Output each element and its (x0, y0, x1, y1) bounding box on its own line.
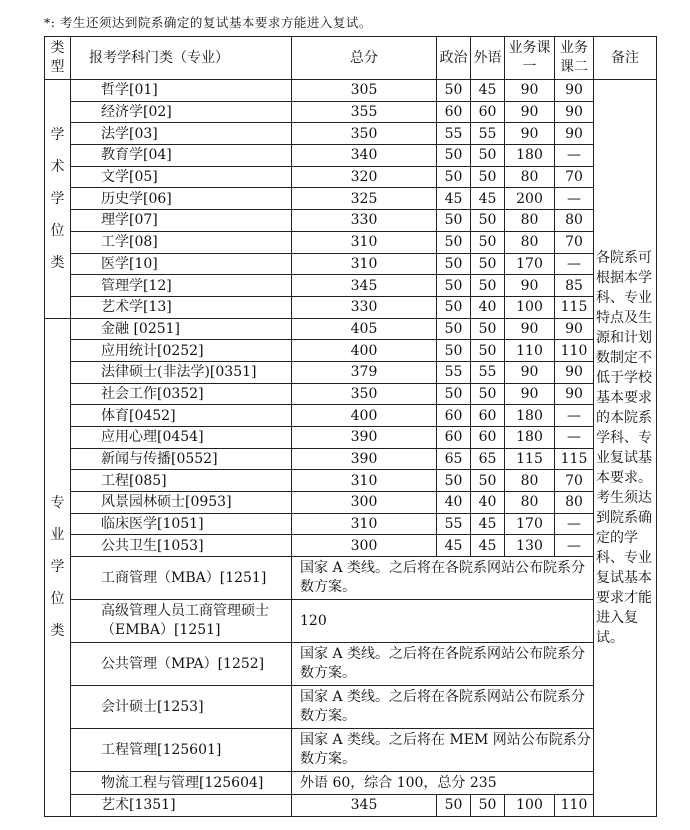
subject-cell: 教育学[04] (71, 145, 292, 167)
course2-cell: — (555, 188, 594, 210)
course1-cell: 80 (505, 231, 555, 253)
politics-cell: 50 (437, 318, 471, 340)
table-row-special (45, 557, 657, 600)
subject-cell: 理学[07] (71, 210, 292, 232)
table-row (45, 210, 657, 232)
header-course2: 业务课二 (555, 37, 594, 80)
score-table-body (45, 37, 657, 817)
art-politics-cell: 50 (437, 795, 471, 817)
course2-cell: — (555, 253, 594, 275)
subject-cell: 社会工作[0352] (71, 383, 292, 405)
total-cell: 310 (292, 470, 437, 492)
subject-cell: 法律硕士(非法学)[0351] (71, 361, 292, 383)
total-cell: 300 (292, 492, 437, 514)
header-foreign: 外语 (471, 37, 505, 80)
subject-cell: 哲学[01] (71, 80, 292, 102)
table-row-special (45, 600, 657, 643)
politics-cell: 50 (437, 145, 471, 167)
subject-cell: 应用统计[0252] (71, 340, 292, 362)
course1-cell: 90 (505, 361, 555, 383)
special-text-cell: 国家 A 类线。之后将在各院系网站公布院系分数方案。 (292, 557, 594, 600)
table-row (45, 405, 657, 427)
total-cell: 320 (292, 166, 437, 188)
table-row (45, 80, 657, 102)
foreign-cell: 45 (471, 188, 505, 210)
table-row (45, 795, 657, 817)
subject-cell: 医学[10] (71, 253, 292, 275)
table-row (45, 383, 657, 405)
subject-cell: 艺术学[13] (71, 296, 292, 318)
table-row (45, 492, 657, 514)
politics-cell: 50 (437, 253, 471, 275)
table-row (45, 448, 657, 470)
foreign-cell: 50 (471, 145, 505, 167)
header-total: 总分 (292, 37, 437, 80)
course2-cell: 90 (555, 383, 594, 405)
course1-cell: 110 (505, 340, 555, 362)
remark-cell: 各院系可根据本学科、专业特点及生源和计划数制定不低于学校基本要求的本院系学科、专业复试基本要求。考生须达到院系确定的学科、专业复试基本要求才能进入复试。 (594, 80, 657, 817)
course1-cell: 90 (505, 101, 555, 123)
politics-cell: 50 (437, 470, 471, 492)
course2-cell: 70 (555, 166, 594, 188)
politics-cell: 55 (437, 123, 471, 145)
group-label-char: 学 (50, 126, 65, 143)
subject-cell: 体育[0452] (71, 405, 292, 427)
art-c1-cell: 100 (505, 795, 555, 817)
course1-cell: 80 (505, 210, 555, 232)
subject-cell: 新闻与传播[0552] (71, 448, 292, 470)
total-cell: 355 (292, 101, 437, 123)
total-cell: 390 (292, 427, 437, 449)
table-row (45, 145, 657, 167)
special-text-cell: 国家 A 类线。之后将在各院系网站公布院系分数方案。 (292, 643, 594, 686)
art-foreign-cell: 50 (471, 795, 505, 817)
course2-cell: 70 (555, 231, 594, 253)
course1-cell: 130 (505, 535, 555, 557)
table-row (45, 166, 657, 188)
special-text-cell: 外语 60，综合 100，总分 235 (292, 772, 594, 795)
table-row-special (45, 686, 657, 729)
table-row-special (45, 643, 657, 686)
header-course1: 业务课一 (505, 37, 555, 80)
group-label-char: 学 (50, 190, 65, 207)
group-label-professional (45, 318, 71, 816)
course1-cell: 90 (505, 123, 555, 145)
course2-cell: 85 (555, 275, 594, 297)
politics-cell: 55 (437, 361, 471, 383)
foreign-cell: 60 (471, 427, 505, 449)
total-cell: 400 (292, 340, 437, 362)
course2-cell: — (555, 405, 594, 427)
table-row (45, 470, 657, 492)
foreign-cell: 45 (471, 513, 505, 535)
total-cell: 300 (292, 535, 437, 557)
subject-cell: 工程[085] (71, 470, 292, 492)
course2-cell: — (555, 535, 594, 557)
foreign-cell: 50 (471, 340, 505, 362)
course1-cell: 180 (505, 145, 555, 167)
table-row (45, 513, 657, 535)
foreign-cell: 50 (471, 383, 505, 405)
page-bottom-mask (44, 818, 656, 830)
subject-cell: 风景园林硕士[0953] (71, 492, 292, 514)
group-label-char: 学 (50, 559, 65, 576)
table-row (45, 535, 657, 557)
table-row (45, 188, 657, 210)
total-cell: 350 (292, 383, 437, 405)
subject-cell: 会计硕士[1253] (71, 686, 292, 729)
course2-cell: 115 (555, 296, 594, 318)
foreign-cell: 50 (471, 253, 505, 275)
art-subject-cell: 艺术[1351] (71, 795, 292, 817)
politics-cell: 50 (437, 231, 471, 253)
total-cell: 325 (292, 188, 437, 210)
course2-cell: — (555, 427, 594, 449)
subject-cell: 工学[08] (71, 231, 292, 253)
course1-cell: 80 (505, 492, 555, 514)
course2-cell: 80 (555, 210, 594, 232)
score-table (44, 36, 657, 817)
table-row-special (45, 772, 657, 795)
subject-cell: 金融 [0251] (71, 318, 292, 340)
course1-cell: 170 (505, 253, 555, 275)
group-label-char: 术 (50, 158, 65, 175)
course1-cell: 170 (505, 513, 555, 535)
header-type: 类型 (45, 37, 71, 80)
course1-cell: 200 (505, 188, 555, 210)
foreign-cell: 50 (471, 318, 505, 340)
course2-cell: 80 (555, 492, 594, 514)
foreign-cell: 55 (471, 123, 505, 145)
group-label-char: 类 (50, 623, 65, 640)
foreign-cell: 45 (471, 80, 505, 102)
subject-cell: 管理学[12] (71, 275, 292, 297)
total-cell: 310 (292, 513, 437, 535)
art-total-cell: 345 (292, 795, 437, 817)
course1-cell: 115 (505, 448, 555, 470)
group-label-char: 类 (50, 254, 65, 271)
course1-cell: 180 (505, 405, 555, 427)
total-cell: 310 (292, 253, 437, 275)
group-label-char: 位 (50, 222, 65, 239)
politics-cell: 50 (437, 383, 471, 405)
special-text-cell: 120 (292, 600, 594, 643)
foreign-cell: 50 (471, 275, 505, 297)
subject-cell: 文学[05] (71, 166, 292, 188)
course2-cell: 90 (555, 318, 594, 340)
total-cell: 340 (292, 145, 437, 167)
politics-cell: 60 (437, 101, 471, 123)
table-row-special (45, 729, 657, 772)
course2-cell: 90 (555, 80, 594, 102)
total-cell: 379 (292, 361, 437, 383)
table-row (45, 361, 657, 383)
total-cell: 390 (292, 448, 437, 470)
foreign-cell: 45 (471, 535, 505, 557)
politics-cell: 65 (437, 448, 471, 470)
course2-cell: 110 (555, 340, 594, 362)
group-label-char: 专 (50, 495, 65, 512)
total-cell: 310 (292, 231, 437, 253)
foreign-cell: 50 (471, 231, 505, 253)
table-row (45, 253, 657, 275)
course2-cell: 115 (555, 448, 594, 470)
politics-cell: 60 (437, 427, 471, 449)
table-row (45, 123, 657, 145)
total-cell: 345 (292, 275, 437, 297)
course2-cell: — (555, 145, 594, 167)
course1-cell: 180 (505, 427, 555, 449)
art-c2-cell: 110 (555, 795, 594, 817)
subject-cell: 应用心理[0454] (71, 427, 292, 449)
subject-cell: 高级管理人员工商管理硕士（EMBA）[1251] (71, 600, 292, 643)
course2-cell: 90 (555, 123, 594, 145)
course1-cell: 90 (505, 80, 555, 102)
subject-cell: 公共管理（MPA）[1252] (71, 643, 292, 686)
table-row (45, 296, 657, 318)
politics-cell: 50 (437, 210, 471, 232)
course1-cell: 90 (505, 383, 555, 405)
foreign-cell: 60 (471, 405, 505, 427)
foreign-cell: 50 (471, 166, 505, 188)
table-row (45, 340, 657, 362)
table-row (45, 101, 657, 123)
subject-cell: 历史学[06] (71, 188, 292, 210)
header-row (45, 37, 657, 80)
course2-cell: 70 (555, 470, 594, 492)
course1-cell: 90 (505, 318, 555, 340)
course1-cell: 90 (505, 275, 555, 297)
foreign-cell: 40 (471, 296, 505, 318)
subject-cell: 工程管理[125601] (71, 729, 292, 772)
politics-cell: 45 (437, 535, 471, 557)
course2-cell: 90 (555, 101, 594, 123)
group-label-char: 位 (50, 591, 65, 608)
subject-cell: 物流工程与管理[125604] (71, 772, 292, 795)
subject-cell: 公共卫生[1053] (71, 535, 292, 557)
foreign-cell: 50 (471, 470, 505, 492)
special-text-cell: 国家 A 类线。之后将在 MEM 网站公布院系分数方案。 (292, 729, 594, 772)
foreign-cell: 40 (471, 492, 505, 514)
foreign-cell: 65 (471, 448, 505, 470)
course2-cell: 90 (555, 361, 594, 383)
table-row (45, 231, 657, 253)
header-politics: 政治 (437, 37, 471, 80)
course1-cell: 80 (505, 166, 555, 188)
group-label-academic (45, 80, 71, 319)
politics-cell: 50 (437, 340, 471, 362)
course1-cell: 80 (505, 470, 555, 492)
politics-cell: 50 (437, 275, 471, 297)
subject-cell: 经济学[02] (71, 101, 292, 123)
politics-cell: 50 (437, 166, 471, 188)
table-row (45, 318, 657, 340)
total-cell: 330 (292, 296, 437, 318)
total-cell: 400 (292, 405, 437, 427)
subject-cell: 法学[03] (71, 123, 292, 145)
foreign-cell: 50 (471, 210, 505, 232)
subject-cell: 工商管理（MBA）[1251] (71, 557, 292, 600)
special-text-cell: 国家 A 类线。之后将在各院系网站公布院系分数方案。 (292, 686, 594, 729)
politics-cell: 60 (437, 405, 471, 427)
group-label-char: 业 (50, 527, 65, 544)
table-row (45, 275, 657, 297)
politics-cell: 50 (437, 80, 471, 102)
foreign-cell: 55 (471, 361, 505, 383)
politics-cell: 55 (437, 513, 471, 535)
course2-cell: — (555, 513, 594, 535)
politics-cell: 40 (437, 492, 471, 514)
header-remark: 备注 (594, 37, 657, 80)
table-row (45, 427, 657, 449)
course1-cell: 100 (505, 296, 555, 318)
politics-cell: 45 (437, 188, 471, 210)
politics-cell: 50 (437, 296, 471, 318)
foreign-cell: 60 (471, 101, 505, 123)
total-cell: 330 (292, 210, 437, 232)
total-cell: 405 (292, 318, 437, 340)
subject-cell: 临床医学[1051] (71, 513, 292, 535)
total-cell: 350 (292, 123, 437, 145)
total-cell: 305 (292, 80, 437, 102)
requirement-note: *: 考生还须达到院系确定的复试基本要求方能进入复试。 (44, 15, 372, 30)
header-subject: 报考学科门类（专业） (71, 37, 292, 80)
